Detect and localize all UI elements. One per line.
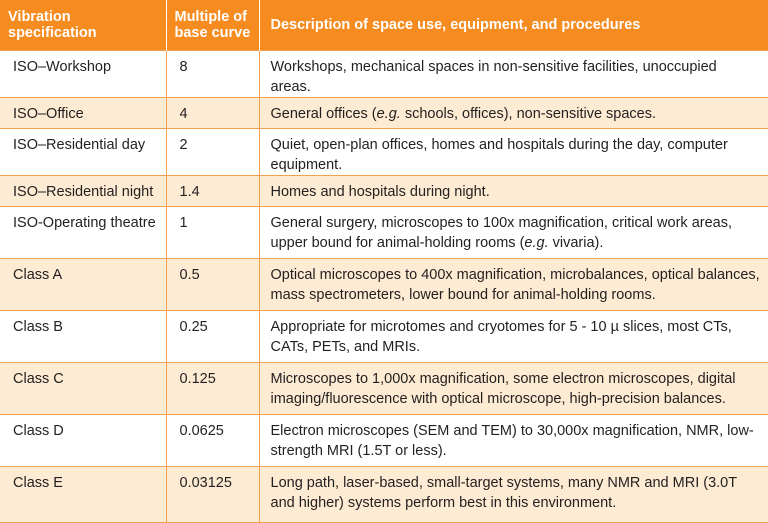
header-row	[0, 0, 768, 50]
base-curve-multiple-cell: 1.4	[166, 175, 259, 206]
base-curve-multiple-cell: 0.03125	[166, 466, 259, 522]
description-italic-text: e.g.	[524, 234, 549, 251]
table-row	[0, 414, 768, 466]
table-row	[0, 175, 768, 206]
base-curve-multiple-cell: 8	[166, 50, 259, 97]
base-curve-multiple-cell: 0.0625	[166, 414, 259, 466]
header-multiple-of-base-curve: Multiple of base curve	[166, 0, 259, 50]
description-cell	[259, 97, 768, 128]
base-curve-multiple-cell: 4	[166, 97, 259, 128]
vibration-spec-cell: Class C	[0, 362, 166, 414]
table-row	[0, 466, 768, 522]
description-text: Microscopes to 1,000x magnification, some electron microscopes, digital imaging/fluorescence with optical microscope, high-precision balances.	[270, 370, 736, 407]
description-cell	[259, 310, 768, 362]
description-cell	[259, 362, 768, 414]
base-curve-multiple-cell: 0.125	[166, 362, 259, 414]
description-text: Workshops, mechanical spaces in non-sensitive facilities, unoccupied areas.	[270, 58, 717, 95]
vibration-spec-cell: ISO-Operating theatre	[0, 206, 166, 258]
description-text: General surgery, microscopes to 100x magnification, critical work areas, upper bound for animal-holding rooms (	[270, 214, 733, 251]
header-vibration-specification: Vibration specification	[0, 0, 166, 50]
description-italic-text: e.g.	[376, 105, 401, 122]
table-row	[0, 97, 768, 128]
description-text: Appropriate for microtomes and cryotomes for 5 - 10 µ slices, most CTs, CATs, PETs, and MRIs.	[270, 318, 732, 355]
table-row	[0, 310, 768, 362]
header-description: Description of space use, equipment, and procedures	[259, 0, 768, 50]
vibration-spec-cell: ISO–Office	[0, 97, 166, 128]
table-row	[0, 50, 768, 97]
description-cell	[259, 128, 768, 175]
vibration-spec-cell: Class E	[0, 466, 166, 522]
description-text: schools, offices), non-sensitive spaces.	[400, 105, 657, 122]
description-cell	[259, 206, 768, 258]
vibration-spec-cell: Class A	[0, 258, 166, 310]
vibration-spec-cell: ISO–Workshop	[0, 50, 166, 97]
vibration-spec-cell: ISO–Residential day	[0, 128, 166, 175]
description-cell	[259, 50, 768, 97]
description-cell	[259, 175, 768, 206]
table-row	[0, 258, 768, 310]
description-text: vivaria).	[548, 234, 604, 251]
table-row	[0, 362, 768, 414]
base-curve-multiple-cell: 1	[166, 206, 259, 258]
table-row	[0, 206, 768, 258]
description-cell	[259, 414, 768, 466]
description-text: Quiet, open-plan offices, homes and hospitals during the day, computer equipment.	[270, 136, 728, 173]
description-text: Homes and hospitals during night.	[270, 183, 490, 200]
description-cell	[259, 466, 768, 522]
description-text: Optical microscopes to 400x magnification, microbalances, optical balances, mass spectrometers, lower bound for animal-holding rooms.	[270, 266, 760, 303]
base-curve-multiple-cell: 0.5	[166, 258, 259, 310]
description-text: General offices (	[270, 105, 377, 122]
table-row	[0, 128, 768, 175]
vibration-spec-cell: ISO–Residential night	[0, 175, 166, 206]
vibration-spec-cell: Class B	[0, 310, 166, 362]
description-text: Long path, laser-based, small-target systems, many NMR and MRI (3.0T and higher) systems perform best in this environment.	[270, 474, 737, 511]
description-text: Electron microscopes (SEM and TEM) to 30,000x magnification, NMR, low-strength MRI (1.5T or less).	[270, 422, 754, 459]
table-body	[0, 50, 768, 522]
description-cell	[259, 258, 768, 310]
base-curve-multiple-cell: 2	[166, 128, 259, 175]
base-curve-multiple-cell: 0.25	[166, 310, 259, 362]
vibration-spec-cell: Class D	[0, 414, 166, 466]
